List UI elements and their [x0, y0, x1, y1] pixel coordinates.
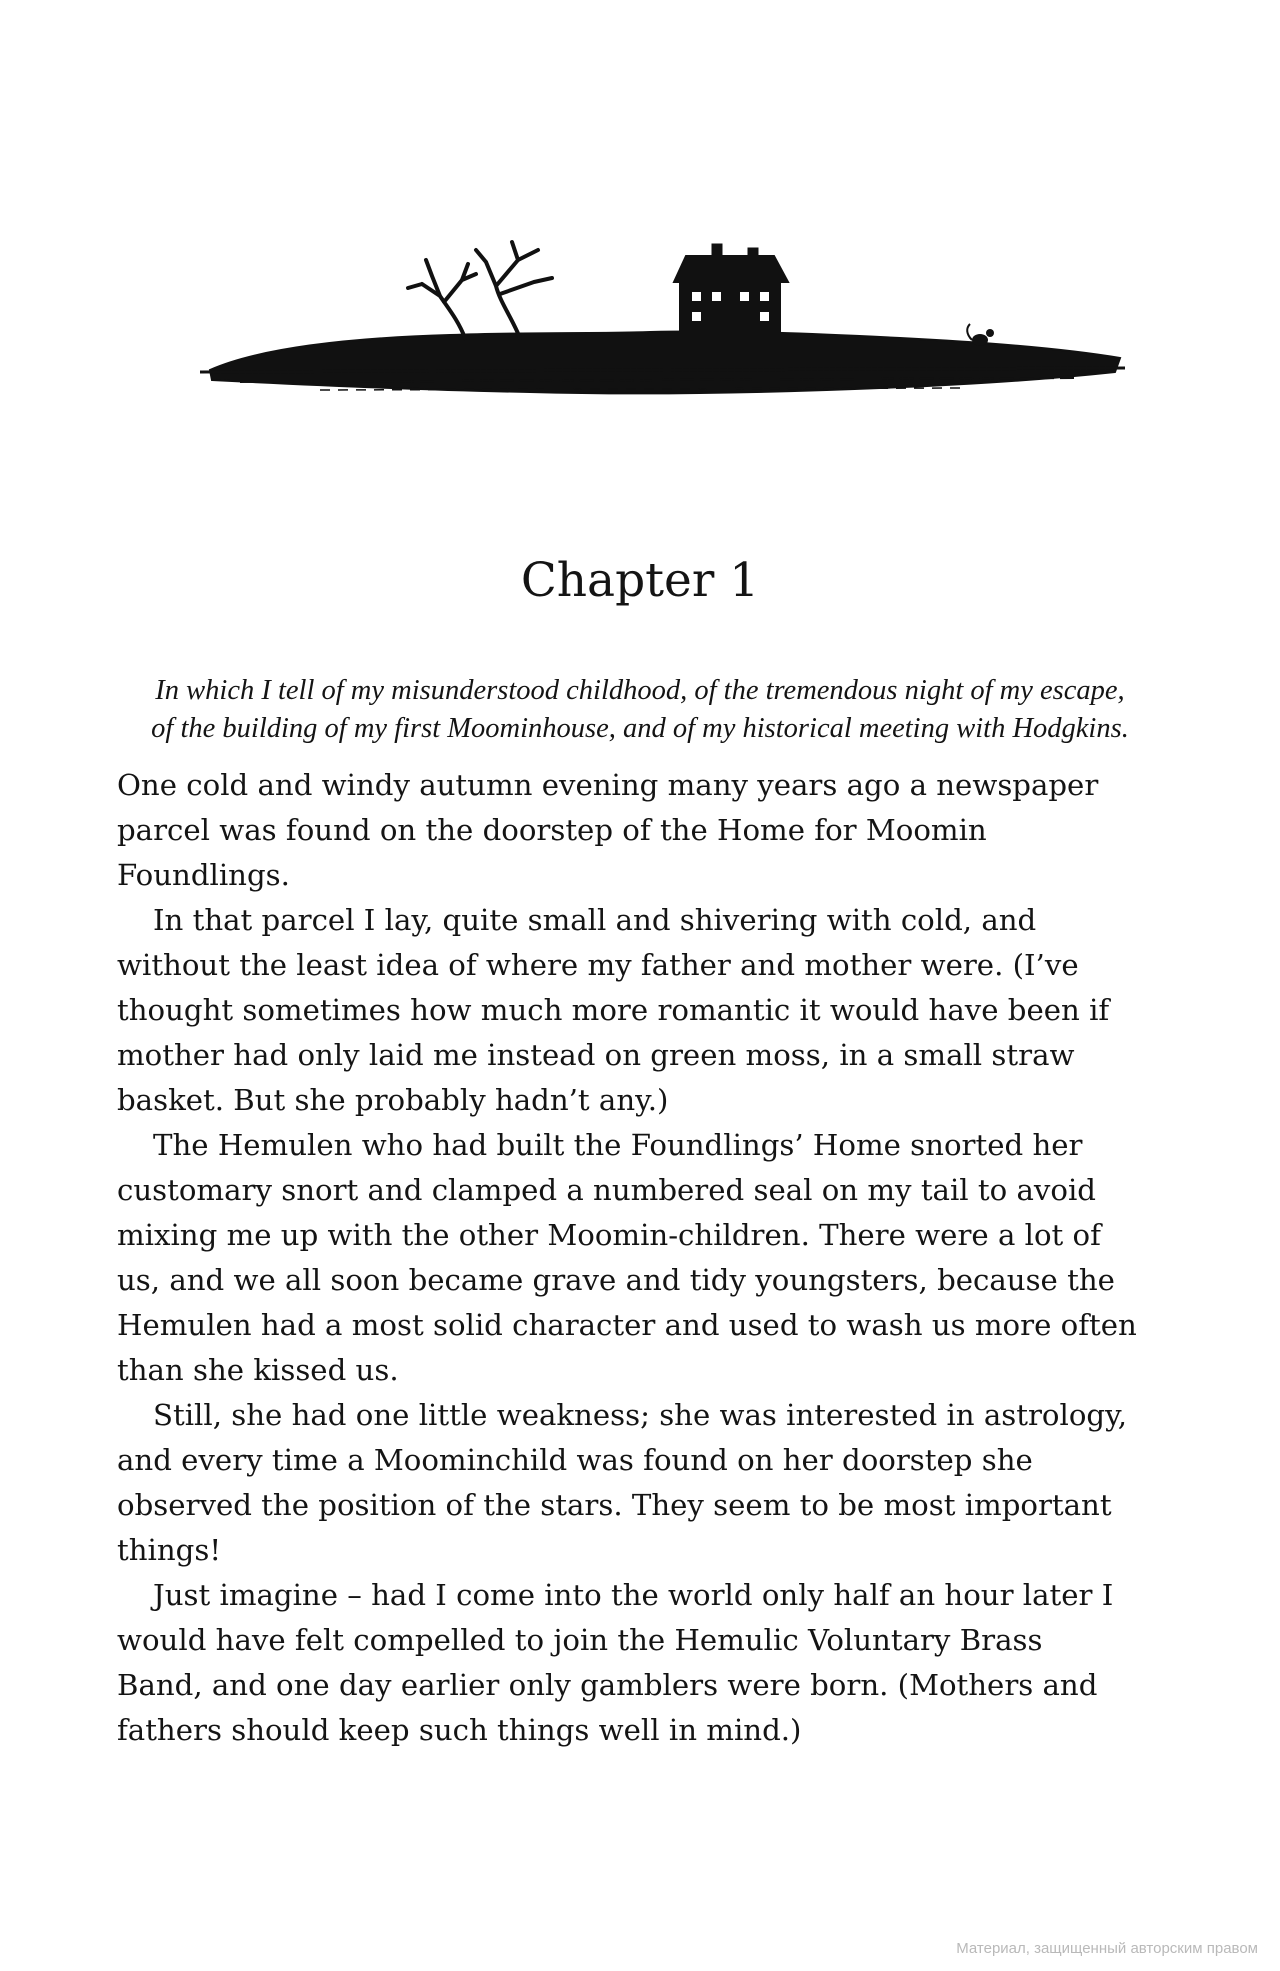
body-text-line: Just imagine – had I come into the world only half an hour later I: [153, 1578, 1114, 1612]
body-text-line: Band, and one day earlier only gamblers were born. (Mothers and: [117, 1668, 1098, 1702]
chapter-title: Chapter 1: [520, 553, 760, 608]
chapter-summary-line: of the building of my first Moominhouse, and of my historical meeting with Hodgkins.: [151, 713, 1129, 744]
chapter-summary: [118, 672, 1162, 748]
body-text-line: Still, she had one little weakness; she was interested in astrology,: [153, 1398, 1127, 1432]
body-text-line: In that parcel I lay, quite small and shivering with cold, and: [153, 903, 1037, 937]
body-text-line: observed the position of the stars. They seem to be most important: [117, 1488, 1112, 1522]
body-text-line: would have felt compelled to join the Hemulic Voluntary Brass: [117, 1623, 1043, 1657]
body-text-line: One cold and windy autumn evening many years ago a newspaper: [117, 768, 1099, 802]
body-text-line: Foundlings.: [117, 858, 290, 892]
body-text-line: things!: [117, 1533, 222, 1567]
island-house-illustration: [200, 230, 1130, 430]
body-text-line: thought sometimes how much more romantic it would have been if: [117, 993, 1110, 1027]
body-text-line: and every time a Moominchild was found on her doorstep she: [117, 1443, 1033, 1477]
body-text-line: The Hemulen who had built the Foundlings’ Home snorted her: [153, 1128, 1083, 1162]
body-text-line: mixing me up with the other Moomin-children. There were a lot of: [117, 1218, 1101, 1252]
body-text-line: mother had only laid me instead on green moss, in a small straw: [117, 1038, 1075, 1072]
body-text-line: parcel was found on the doorstep of the Home for Moomin: [117, 813, 987, 847]
body-text-line: fathers should keep such things well in mind.): [117, 1713, 802, 1747]
body-text-line: Hemulen had a most solid character and used to wash us more often: [117, 1308, 1137, 1342]
body-text-line: without the least idea of where my father and mother were. (I’ve: [117, 948, 1079, 982]
body-text-line: us, and we all soon became grave and tidy youngsters, because the: [117, 1263, 1115, 1297]
chapter-body-text: [117, 763, 1177, 1753]
body-text-line: than she kissed us.: [117, 1353, 399, 1387]
copyright-watermark: Материал, защищенный авторским правом: [956, 1940, 1258, 1957]
body-text-line: customary snort and clamped a numbered seal on my tail to avoid: [117, 1173, 1096, 1207]
body-text-line: basket. But she probably hadn’t any.): [117, 1083, 669, 1117]
chapter-summary-line: In which I tell of my misunderstood childhood, of the tremendous night of my escape,: [155, 675, 1125, 706]
